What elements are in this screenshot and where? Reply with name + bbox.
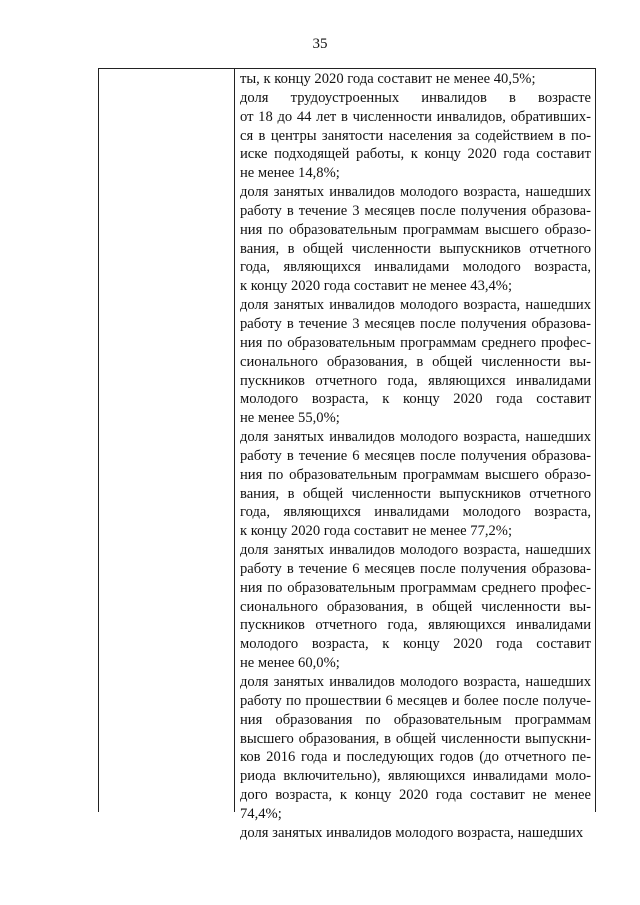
content-table (98, 68, 596, 841)
paragraph (240, 673, 591, 824)
text-line: вания, в общей численности выпускников отчетного (240, 485, 591, 502)
text-line: работу в течение 3 месяцев после получения образова- (240, 202, 591, 219)
paragraph (240, 296, 591, 428)
paragraph (240, 89, 591, 183)
paragraph (240, 183, 591, 296)
text-line: доля занятых инвалидов молодого возраста, нашедших (240, 674, 591, 690)
text-line: работу по прошествии 6 месяцев и более после получе- (240, 692, 591, 709)
text-line: работу в течение 6 месяцев после получения образова- (240, 447, 591, 464)
text-line: ния по образовательным программам высшего образо- (240, 466, 591, 483)
text-line: ся в центры занятости населения за содействием в по- (240, 127, 591, 144)
text-line: не менее 14,8%; (240, 165, 340, 182)
text-line: пускников отчетного года, являющихся инвалидами (240, 372, 591, 389)
text-line: года, являющихся инвалидами молодого возраста, (240, 259, 591, 276)
text-line: доля занятых инвалидов молодого возраста, нашедших (240, 824, 584, 841)
paragraph (240, 824, 591, 843)
text-line: сионального образования, в общей численности вы- (240, 598, 591, 615)
text-line: дого возраста, к концу 2020 года составит не менее (240, 787, 591, 804)
text-line: молодого возраста, к концу 2020 года составит (240, 391, 591, 408)
text-line: ты, к концу 2020 года составит не менее 40,5%; (240, 71, 536, 87)
text-line: ния образования по образовательным программам (240, 711, 591, 728)
page-number: 35 (312, 36, 328, 52)
text-line: высшего образования, в общей численности выпускни- (240, 730, 591, 747)
table-text-cell (235, 69, 595, 841)
text-line: ния по образовательным программам среднего профес- (240, 579, 591, 596)
text-line: ния по образовательным программам высшего образо- (240, 221, 591, 238)
text-line: работу в течение 3 месяцев после получения образова- (240, 315, 591, 332)
text-line: доля занятых инвалидов молодого возраста, нашедших (240, 429, 591, 446)
text-line: доля занятых инвалидов молодого возраста, нашедших (240, 542, 591, 559)
text-line: доля занятых инвалидов молодого возраста, нашедших (240, 184, 591, 201)
text-line: к концу 2020 года составит не менее 77,2%; (240, 523, 513, 540)
text-line: не менее 55,0%; (240, 410, 340, 427)
text-line: доля трудоустроенных инвалидов в возрасте (240, 89, 591, 106)
paragraph (240, 428, 591, 541)
text-line: ния по образовательным программам среднего профес- (240, 334, 591, 351)
text-line: 74,4%; (240, 805, 282, 822)
table-left-cell (99, 69, 235, 812)
text-line: работу в течение 6 месяцев после получения образова- (240, 560, 591, 577)
text-line: вания, в общей численности выпускников отчетного (240, 240, 591, 257)
paragraph (240, 70, 591, 89)
text-line: года, являющихся инвалидами молодого возраста, (240, 504, 591, 521)
text-line: риода включительно), являющихся инвалидами моло- (240, 768, 591, 785)
text-line: молодого возраста, к концу 2020 года составит (240, 636, 591, 653)
text-line: ков 2016 года и последующих годов (до отчетного пе- (240, 749, 591, 766)
text-line: не менее 60,0%; (240, 655, 340, 672)
text-line: иске подходящей работы, к концу 2020 года составит (240, 146, 591, 163)
text-line: от 18 до 44 лет в численности инвалидов, обративших- (240, 108, 591, 125)
text-line: пускников отчетного года, являющихся инвалидами (240, 617, 591, 634)
text-line: сионального образования, в общей численности вы- (240, 353, 591, 370)
text-line: доля занятых инвалидов молодого возраста, нашедших (240, 297, 591, 314)
text-line: к концу 2020 года составит не менее 43,4%; (240, 278, 513, 295)
paragraph (240, 541, 591, 673)
